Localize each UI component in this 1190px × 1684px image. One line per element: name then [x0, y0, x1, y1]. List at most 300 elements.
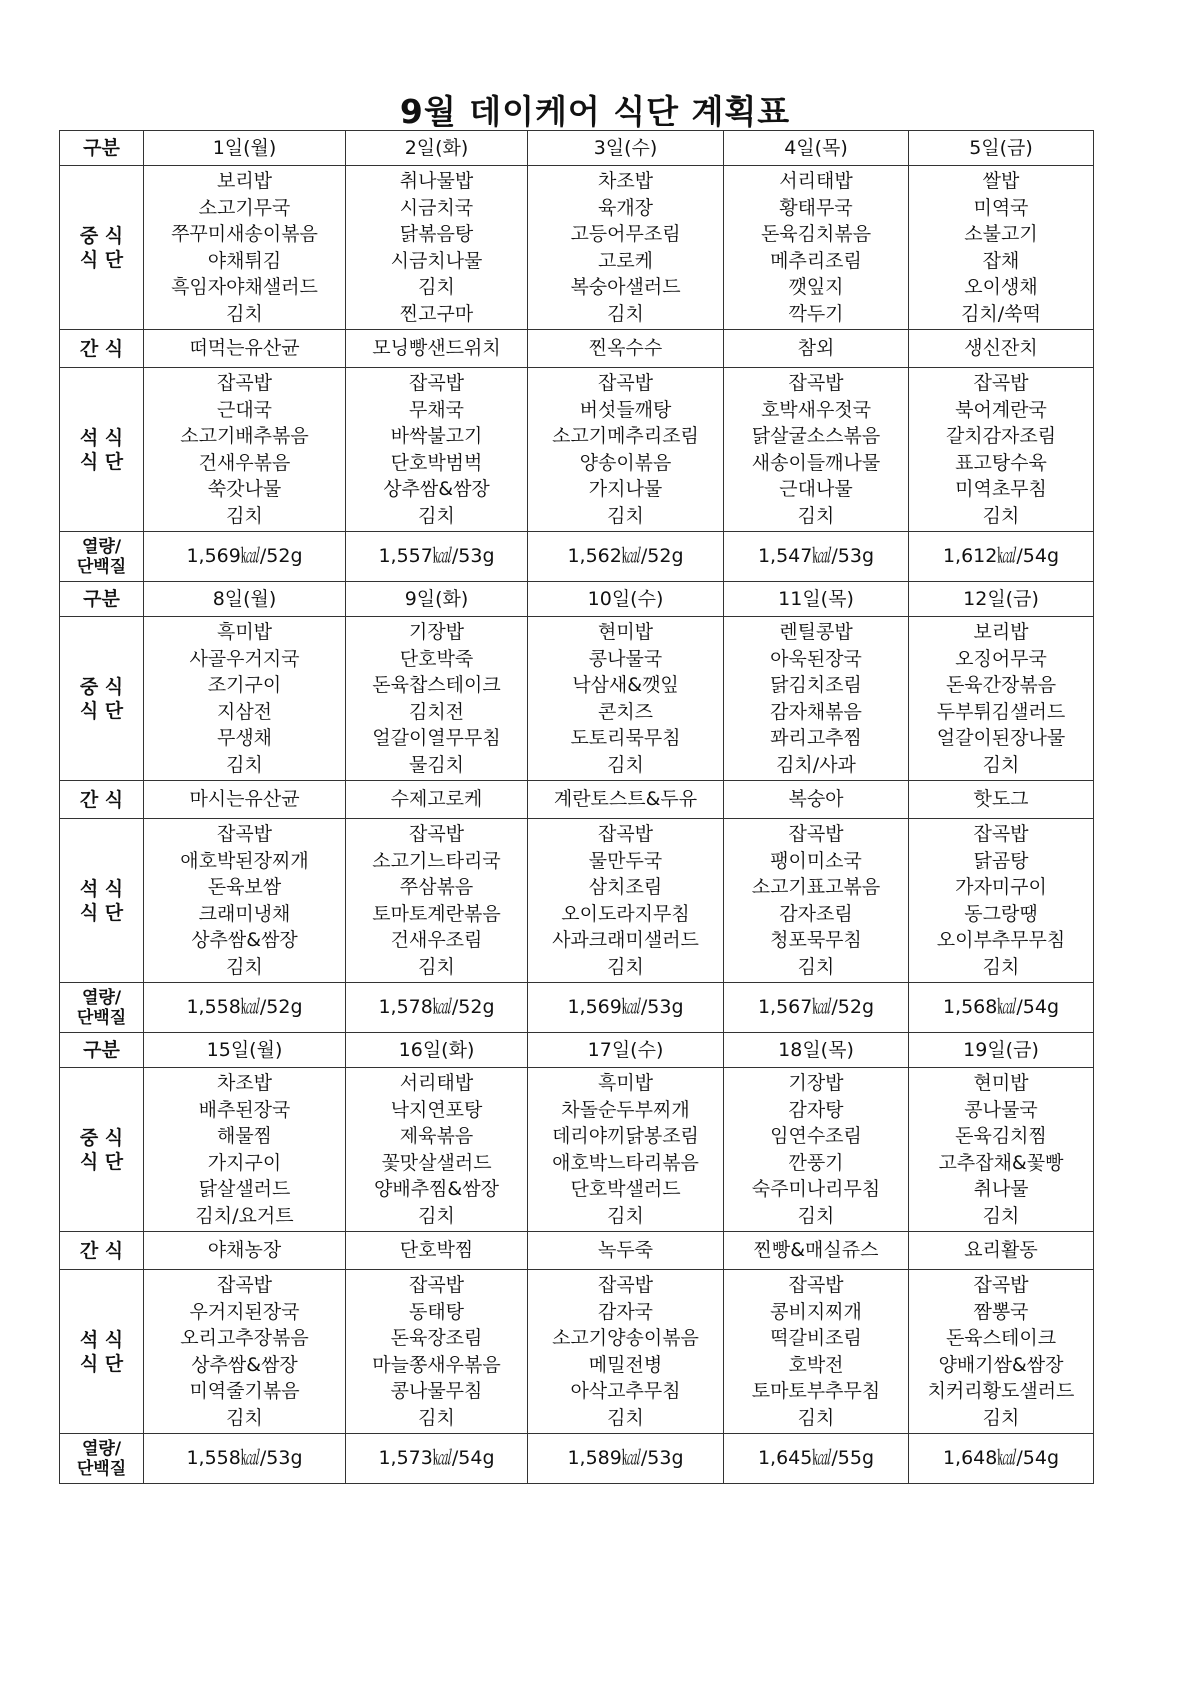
- menu-item: 닭곰탕: [973, 849, 1029, 872]
- menu-item: 제육볶음: [399, 1125, 474, 1147]
- dinner-cell: [909, 819, 1094, 983]
- date-cell: 8일(월): [144, 582, 346, 617]
- menu-item: 양배추찜&쌈장: [374, 1178, 499, 1200]
- menu-item: 김치: [982, 955, 1020, 978]
- menu-item: 꽈리고추찜: [770, 727, 862, 749]
- menu-item: 잡곡밥: [973, 372, 1029, 394]
- menu-item: 김치: [226, 753, 263, 776]
- menu-item: 김치: [607, 1406, 644, 1429]
- dinner-cell: [144, 819, 346, 983]
- dinner-cell: [724, 819, 909, 983]
- menu-item: 김치: [982, 504, 1020, 527]
- category-label: [60, 131, 144, 166]
- dinner-label: [60, 1270, 144, 1434]
- nutrition-cell: 1,612㎉/54g: [909, 532, 1094, 582]
- menu-item: 시금치국: [399, 196, 474, 219]
- lunch-label-text: 중 식: [79, 1126, 124, 1149]
- menu-item: 삼치조림: [588, 876, 663, 898]
- menu-item: 감자국: [597, 1300, 654, 1323]
- menu-item: 김치: [418, 1406, 455, 1429]
- nutrition-cell: 1,558㎉/52g: [144, 983, 346, 1033]
- snack-label: [60, 1232, 144, 1270]
- menu-item: 닭살샐러드: [198, 1178, 291, 1200]
- menu-item: 김치: [418, 276, 455, 298]
- lunch-label: [60, 1068, 144, 1232]
- dinner-cell: [909, 368, 1094, 532]
- menu-item: 차돌순두부찌개: [561, 1098, 690, 1121]
- nutrition-cell: 1,558㎉/53g: [144, 1434, 346, 1484]
- nutrition-label-text: 단백질: [76, 556, 127, 577]
- menu-item: 김치: [982, 753, 1020, 776]
- menu-item: 버섯들깨탕: [579, 398, 672, 421]
- lunch-cell: [346, 166, 528, 330]
- snack-cell: 참외: [724, 330, 909, 368]
- menu-item: 단호박범벅: [390, 451, 483, 474]
- menu-item: 김치: [982, 1406, 1020, 1429]
- menu-item: 낙삼새&깻잎: [572, 674, 679, 696]
- menu-item: 잡곡밥: [408, 372, 465, 394]
- menu-item: 콘치즈: [597, 700, 654, 723]
- date-cell: 16일(화): [346, 1033, 528, 1068]
- lunch-cell: [144, 1068, 346, 1232]
- lunch-cell: [724, 166, 909, 330]
- date-cell: 5일(금): [909, 131, 1094, 166]
- menu-item: 소불고기: [964, 223, 1038, 245]
- date-cell: 1일(월): [144, 131, 346, 166]
- date-cell: 12일(금): [909, 582, 1094, 617]
- lunch-label-text: 식 단: [79, 1150, 124, 1173]
- menu-item: 김치: [226, 1406, 263, 1429]
- menu-item: 김치: [607, 1204, 644, 1227]
- menu-item: 시금치나물: [390, 249, 483, 272]
- dinner-row: [60, 368, 1094, 532]
- menu-item: 단호박샐러드: [570, 1178, 681, 1200]
- nutrition-label-text: 단백질: [76, 1007, 127, 1028]
- snack-cell: 모닝빵샌드위치: [346, 330, 528, 368]
- menu-item: 토마토부추무침: [751, 1380, 881, 1402]
- menu-item: 상추쌈&쌈장: [383, 478, 490, 500]
- menu-item: 꽃맛살샐러드: [381, 1151, 492, 1174]
- menu-item: 김치: [797, 1204, 835, 1227]
- menu-item: 고로케: [597, 249, 654, 272]
- menu-item: 오징어무국: [955, 647, 1047, 670]
- menu-item: 현미밥: [597, 621, 654, 643]
- lunch-cell: [909, 1068, 1094, 1232]
- menu-item: 닭볶음탕: [399, 223, 474, 245]
- menu-item: 돈육김치볶음: [760, 223, 872, 245]
- nutrition-cell: 1,645㎉/55g: [724, 1434, 909, 1484]
- menu-item: 우거지된장국: [189, 1300, 300, 1323]
- menu-item: 흑임자야채샐러드: [171, 276, 318, 298]
- menu-item: 쭈삼볶음: [399, 876, 474, 898]
- menu-item: 가지나물: [588, 478, 663, 500]
- dinner-label-text: 석 식: [79, 877, 124, 900]
- lunch-row: [60, 617, 1094, 781]
- date-cell: 15일(월): [144, 1033, 346, 1068]
- menu-item: 잡곡밥: [216, 1274, 273, 1296]
- menu-item: 김치: [418, 1204, 455, 1227]
- menu-item: 소고기표고볶음: [751, 876, 881, 898]
- menu-item: 황태무국: [779, 196, 853, 219]
- menu-item: 김치: [982, 1204, 1020, 1227]
- menu-item: 김치/쑥떡: [961, 302, 1041, 325]
- menu-item: 가지구이: [207, 1151, 282, 1174]
- dinner-cell: [724, 368, 909, 532]
- menu-item: 오리고추장볶음: [180, 1327, 309, 1349]
- menu-item: 현미밥: [973, 1072, 1029, 1094]
- dinner-label: [60, 368, 144, 532]
- nutrition-label-text: 열량/: [81, 536, 122, 557]
- category-label: [60, 1033, 144, 1068]
- menu-item: 애호박느타리볶음: [552, 1151, 699, 1174]
- snack-cell: 생신잔치: [909, 330, 1094, 368]
- menu-item: 김치: [418, 504, 455, 527]
- lunch-label-text: 중 식: [79, 675, 124, 698]
- nutrition-cell: 1,648㎉/54g: [909, 1434, 1094, 1484]
- dinner-row: [60, 819, 1094, 983]
- lunch-row: [60, 1068, 1094, 1232]
- menu-item: 콩비지찌개: [770, 1300, 862, 1323]
- lunch-cell: [528, 166, 724, 330]
- menu-item: 잡곡밥: [408, 823, 465, 845]
- nutrition-cell: 1,573㎉/54g: [346, 1434, 528, 1484]
- nutrition-label: [60, 532, 144, 582]
- dinner-label: [60, 819, 144, 983]
- menu-item: 차조밥: [597, 170, 654, 192]
- lunch-cell: [346, 1068, 528, 1232]
- meal-plan-table: [59, 130, 1094, 1484]
- dinner-row: [60, 1270, 1094, 1434]
- menu-item: 소고기양송이볶음: [552, 1327, 699, 1349]
- dinner-cell: [346, 1270, 528, 1434]
- page-title: 9월 데이케어 식단 계획표: [399, 92, 791, 131]
- menu-item: 아욱된장국: [770, 647, 862, 670]
- menu-item: 콩나물국: [964, 1098, 1038, 1121]
- menu-item: 잡곡밥: [216, 372, 273, 394]
- snack-cell: 야채농장: [144, 1232, 346, 1270]
- snack-cell: 찐빵&매실쥬스: [724, 1232, 909, 1270]
- lunch-cell: [724, 617, 909, 781]
- menu-item: 닭김치조림: [770, 674, 862, 696]
- menu-item: 호박새우젓국: [760, 398, 872, 421]
- menu-item: 고등어무조림: [570, 223, 681, 245]
- snack-cell: 찐옥수수: [528, 330, 724, 368]
- menu-item: 김치/사과: [776, 753, 856, 776]
- menu-item: 복숭아샐러드: [570, 276, 681, 298]
- menu-item: 치커리황도샐러드: [927, 1380, 1075, 1402]
- lunch-cell: [528, 617, 724, 781]
- lunch-label-text: 식 단: [79, 248, 124, 271]
- menu-item: 야채튀김: [207, 249, 282, 272]
- nutrition-label: [60, 1434, 144, 1484]
- nutrition-cell: 1,557㎉/53g: [346, 532, 528, 582]
- menu-item: 토마토계란볶음: [372, 902, 501, 925]
- menu-item: 건새우조림: [390, 929, 483, 951]
- menu-item: 임연수조림: [770, 1125, 862, 1147]
- nutrition-cell: 1,569㎉/53g: [528, 983, 724, 1033]
- menu-item: 호박전: [788, 1353, 844, 1376]
- menu-item: 흑미밥: [216, 621, 273, 643]
- lunch-row: [60, 166, 1094, 330]
- menu-item: 배추된장국: [198, 1098, 291, 1121]
- dinner-label-text: 식 단: [79, 901, 124, 924]
- menu-item: 김치전: [408, 700, 465, 723]
- snack-cell: 요리활동: [909, 1232, 1094, 1270]
- menu-item: 잡곡밥: [788, 372, 844, 394]
- snack-label-text: 간 식: [79, 788, 124, 811]
- lunch-label-text: 식 단: [79, 699, 124, 722]
- menu-item: 소고기메추리조림: [552, 425, 699, 447]
- menu-item: 김치: [797, 955, 835, 978]
- dinner-cell: [528, 819, 724, 983]
- nutrition-cell: 1,547㎉/53g: [724, 532, 909, 582]
- nutrition-row: [60, 983, 1094, 1033]
- menu-item: 취나물: [973, 1178, 1029, 1200]
- menu-item: 근대나물: [779, 478, 853, 500]
- menu-item: 잡곡밥: [973, 1274, 1029, 1296]
- snack-cell: 녹두죽: [528, 1232, 724, 1270]
- menu-item: 짬뽕국: [973, 1300, 1029, 1323]
- menu-item: 김치: [607, 302, 644, 325]
- menu-item: 낙지연포탕: [390, 1098, 483, 1121]
- menu-item: 물김치: [408, 753, 465, 776]
- menu-item: 돈육김치찜: [955, 1125, 1047, 1147]
- menu-item: 잡곡밥: [597, 1274, 654, 1296]
- menu-item: 오이생채: [964, 276, 1038, 298]
- lunch-label-text: 중 식: [79, 224, 124, 247]
- menu-item: 잡곡밥: [597, 823, 654, 845]
- menu-item: 상추쌈&쌈장: [191, 1353, 298, 1376]
- menu-item: 얼갈이열무무침: [372, 727, 501, 749]
- menu-item: 깍두기: [788, 302, 844, 325]
- menu-item: 잡곡밥: [216, 823, 273, 845]
- date-cell: 3일(수): [528, 131, 724, 166]
- snack-cell: 복숭아: [724, 781, 909, 819]
- menu-item: 사골우거지국: [189, 647, 300, 670]
- menu-item: 고추잡채&꽃빵: [938, 1151, 1064, 1174]
- snack-label: [60, 781, 144, 819]
- dinner-cell: [346, 819, 528, 983]
- snack-label: [60, 330, 144, 368]
- lunch-label: [60, 617, 144, 781]
- snack-row: [60, 330, 1094, 368]
- lunch-label: [60, 166, 144, 330]
- menu-item: 육개장: [597, 196, 654, 219]
- date-cell: 18일(목): [724, 1033, 909, 1068]
- menu-item: 애호박된장찌개: [180, 849, 309, 872]
- date-cell: 2일(화): [346, 131, 528, 166]
- category-label: [60, 582, 144, 617]
- menu-item: 깐풍기: [788, 1151, 844, 1174]
- date-cell: 10일(수): [528, 582, 724, 617]
- snack-cell: 계란토스트&두유: [528, 781, 724, 819]
- menu-item: 보리밥: [973, 621, 1029, 643]
- date-cell: 17일(수): [528, 1033, 724, 1068]
- menu-item: 감자탕: [788, 1098, 844, 1121]
- menu-item: 동그랑땡: [964, 902, 1038, 925]
- date-cell: 9일(화): [346, 582, 528, 617]
- lunch-cell: [144, 617, 346, 781]
- menu-item: 김치: [607, 753, 644, 776]
- dinner-cell: [144, 1270, 346, 1434]
- dinner-label-text: 식 단: [79, 450, 124, 473]
- snack-row: [60, 781, 1094, 819]
- menu-item: 렌틸콩밥: [779, 621, 853, 643]
- menu-item: 양송이볶음: [579, 451, 672, 474]
- menu-item: 오이부추무무침: [936, 929, 1066, 951]
- menu-item: 오이도라지무침: [561, 902, 690, 925]
- menu-item: 숙주미나리무침: [751, 1178, 881, 1200]
- menu-item: 도토리묵무침: [570, 727, 681, 749]
- menu-item: 기장밥: [408, 621, 465, 643]
- category-label-text: 구분: [83, 1039, 120, 1061]
- dinner-label-text: 식 단: [79, 1352, 124, 1375]
- menu-item: 취나물밥: [399, 170, 474, 192]
- nutrition-label-text: 단백질: [76, 1458, 127, 1479]
- snack-cell: 마시는유산균: [144, 781, 346, 819]
- lunch-cell: [528, 1068, 724, 1232]
- menu-item: 메추리조림: [770, 249, 862, 272]
- menu-item: 쑥갓나물: [207, 478, 282, 500]
- menu-item: 무채국: [408, 398, 465, 421]
- menu-item: 상추쌈&쌈장: [191, 929, 298, 951]
- menu-item: 쌀밥: [982, 170, 1020, 192]
- menu-item: 돈육찹스테이크: [372, 674, 501, 696]
- menu-item: 찐고구마: [399, 302, 474, 325]
- lunch-cell: [909, 617, 1094, 781]
- date-cell: 11일(목): [724, 582, 909, 617]
- menu-item: 흑미밥: [597, 1072, 654, 1094]
- menu-item: 사과크래미샐러드: [552, 929, 699, 951]
- nutrition-cell: 1,578㎉/52g: [346, 983, 528, 1033]
- menu-item: 마늘쫑새우볶음: [372, 1353, 501, 1376]
- date-cell: 19일(금): [909, 1033, 1094, 1068]
- menu-item: 김치: [226, 302, 263, 325]
- menu-item: 표고탕수육: [955, 451, 1047, 474]
- menu-item: 보리밥: [216, 170, 273, 192]
- menu-item: 데리야끼닭봉조림: [552, 1125, 699, 1147]
- menu-item: 양배기쌈&쌈장: [938, 1353, 1064, 1376]
- menu-item: 메밀전병: [588, 1353, 663, 1376]
- lunch-cell: [909, 166, 1094, 330]
- menu-item: 바싹불고기: [390, 425, 483, 447]
- menu-item: 팽이미소국: [770, 849, 862, 872]
- menu-item: 아삭고추무침: [570, 1380, 681, 1402]
- dinner-cell: [724, 1270, 909, 1434]
- menu-item: 돈육간장볶음: [945, 674, 1057, 696]
- menu-item: 단호박죽: [399, 647, 474, 670]
- dinner-cell: [909, 1270, 1094, 1434]
- category-label-text: 구분: [83, 588, 120, 610]
- dinner-cell: [144, 368, 346, 532]
- menu-item: 감자조림: [779, 902, 853, 925]
- nutrition-row: [60, 1434, 1094, 1484]
- menu-item: 쭈꾸미새송이볶음: [171, 223, 318, 245]
- menu-item: 해물찜: [216, 1125, 273, 1147]
- snack-cell: 떠먹는유산균: [144, 330, 346, 368]
- menu-item: 김치: [226, 955, 263, 978]
- menu-item: 미역초무침: [955, 478, 1047, 500]
- lunch-cell: [144, 166, 346, 330]
- menu-item: 물만두국: [588, 849, 663, 872]
- nutrition-cell: 1,562㎉/52g: [528, 532, 724, 582]
- menu-item: 잡곡밥: [973, 823, 1029, 845]
- nutrition-cell: 1,569㎉/52g: [144, 532, 346, 582]
- menu-item: 감자채볶음: [770, 700, 862, 723]
- snack-row: [60, 1232, 1094, 1270]
- nutrition-label: [60, 983, 144, 1033]
- menu-item: 서리태밥: [399, 1072, 474, 1094]
- menu-item: 건새우볶음: [198, 451, 291, 474]
- menu-item: 닭살굴소스볶음: [751, 425, 881, 447]
- date-header-row: [60, 582, 1094, 617]
- menu-item: 크래미냉채: [198, 902, 291, 925]
- menu-item: 잡곡밥: [788, 823, 844, 845]
- menu-item: 잡곡밥: [788, 1274, 844, 1296]
- menu-item: 돈육장조림: [390, 1327, 483, 1349]
- menu-item: 새송이들깨나물: [751, 451, 881, 474]
- nutrition-label-text: 열량/: [81, 987, 122, 1008]
- dinner-label-text: 석 식: [79, 426, 124, 449]
- lunch-cell: [724, 1068, 909, 1232]
- snack-cell: 핫도그: [909, 781, 1094, 819]
- menu-item: 기장밥: [788, 1072, 844, 1094]
- nutrition-cell: 1,567㎉/52g: [724, 983, 909, 1033]
- menu-item: 조기구이: [207, 674, 282, 696]
- menu-item: 떡갈비조림: [770, 1327, 862, 1349]
- date-header-row: [60, 1033, 1094, 1068]
- date-header-row: [60, 131, 1094, 166]
- menu-item: 김치: [418, 955, 455, 978]
- menu-item: 김치: [607, 955, 644, 978]
- menu-item: 김치/요거트: [195, 1204, 294, 1227]
- snack-label-text: 간 식: [79, 337, 124, 360]
- menu-item: 얼갈이된장나물: [936, 727, 1066, 749]
- snack-cell: 수제고로케: [346, 781, 528, 819]
- dinner-label-text: 석 식: [79, 1328, 124, 1351]
- menu-item: 김치: [607, 504, 644, 527]
- dinner-cell: [528, 1270, 724, 1434]
- nutrition-row: [60, 532, 1094, 582]
- menu-item: 서리태밥: [779, 170, 853, 192]
- menu-item: 깻잎지: [788, 276, 844, 298]
- menu-item: 갈치감자조림: [945, 425, 1057, 447]
- menu-item: 지삼전: [216, 700, 273, 723]
- nutrition-label-text: 열량/: [81, 1438, 122, 1459]
- menu-item: 소고기느타리국: [372, 849, 501, 872]
- nutrition-cell: 1,568㎉/54g: [909, 983, 1094, 1033]
- lunch-cell: [346, 617, 528, 781]
- dinner-cell: [346, 368, 528, 532]
- menu-item: 소고기무국: [198, 196, 291, 219]
- menu-item: 소고기배추볶음: [180, 425, 309, 447]
- menu-item: 가자미구이: [955, 876, 1047, 898]
- menu-item: 청포묵무침: [770, 929, 862, 951]
- menu-item: 김치: [797, 504, 835, 527]
- menu-item: 잡곡밥: [408, 1274, 465, 1296]
- menu-item: 잡곡밥: [597, 372, 654, 394]
- menu-item: 근대국: [216, 398, 273, 421]
- menu-item: 김치: [797, 1406, 835, 1429]
- menu-item: 김치: [226, 504, 263, 527]
- nutrition-cell: 1,589㎉/53g: [528, 1434, 724, 1484]
- date-cell: 4일(목): [724, 131, 909, 166]
- menu-item: 콩나물국: [588, 647, 663, 670]
- menu-item: 잡채: [982, 249, 1020, 272]
- menu-item: 두부튀김샐러드: [936, 700, 1066, 723]
- snack-cell: 단호박찜: [346, 1232, 528, 1270]
- menu-item: 돈육보쌈: [207, 876, 282, 898]
